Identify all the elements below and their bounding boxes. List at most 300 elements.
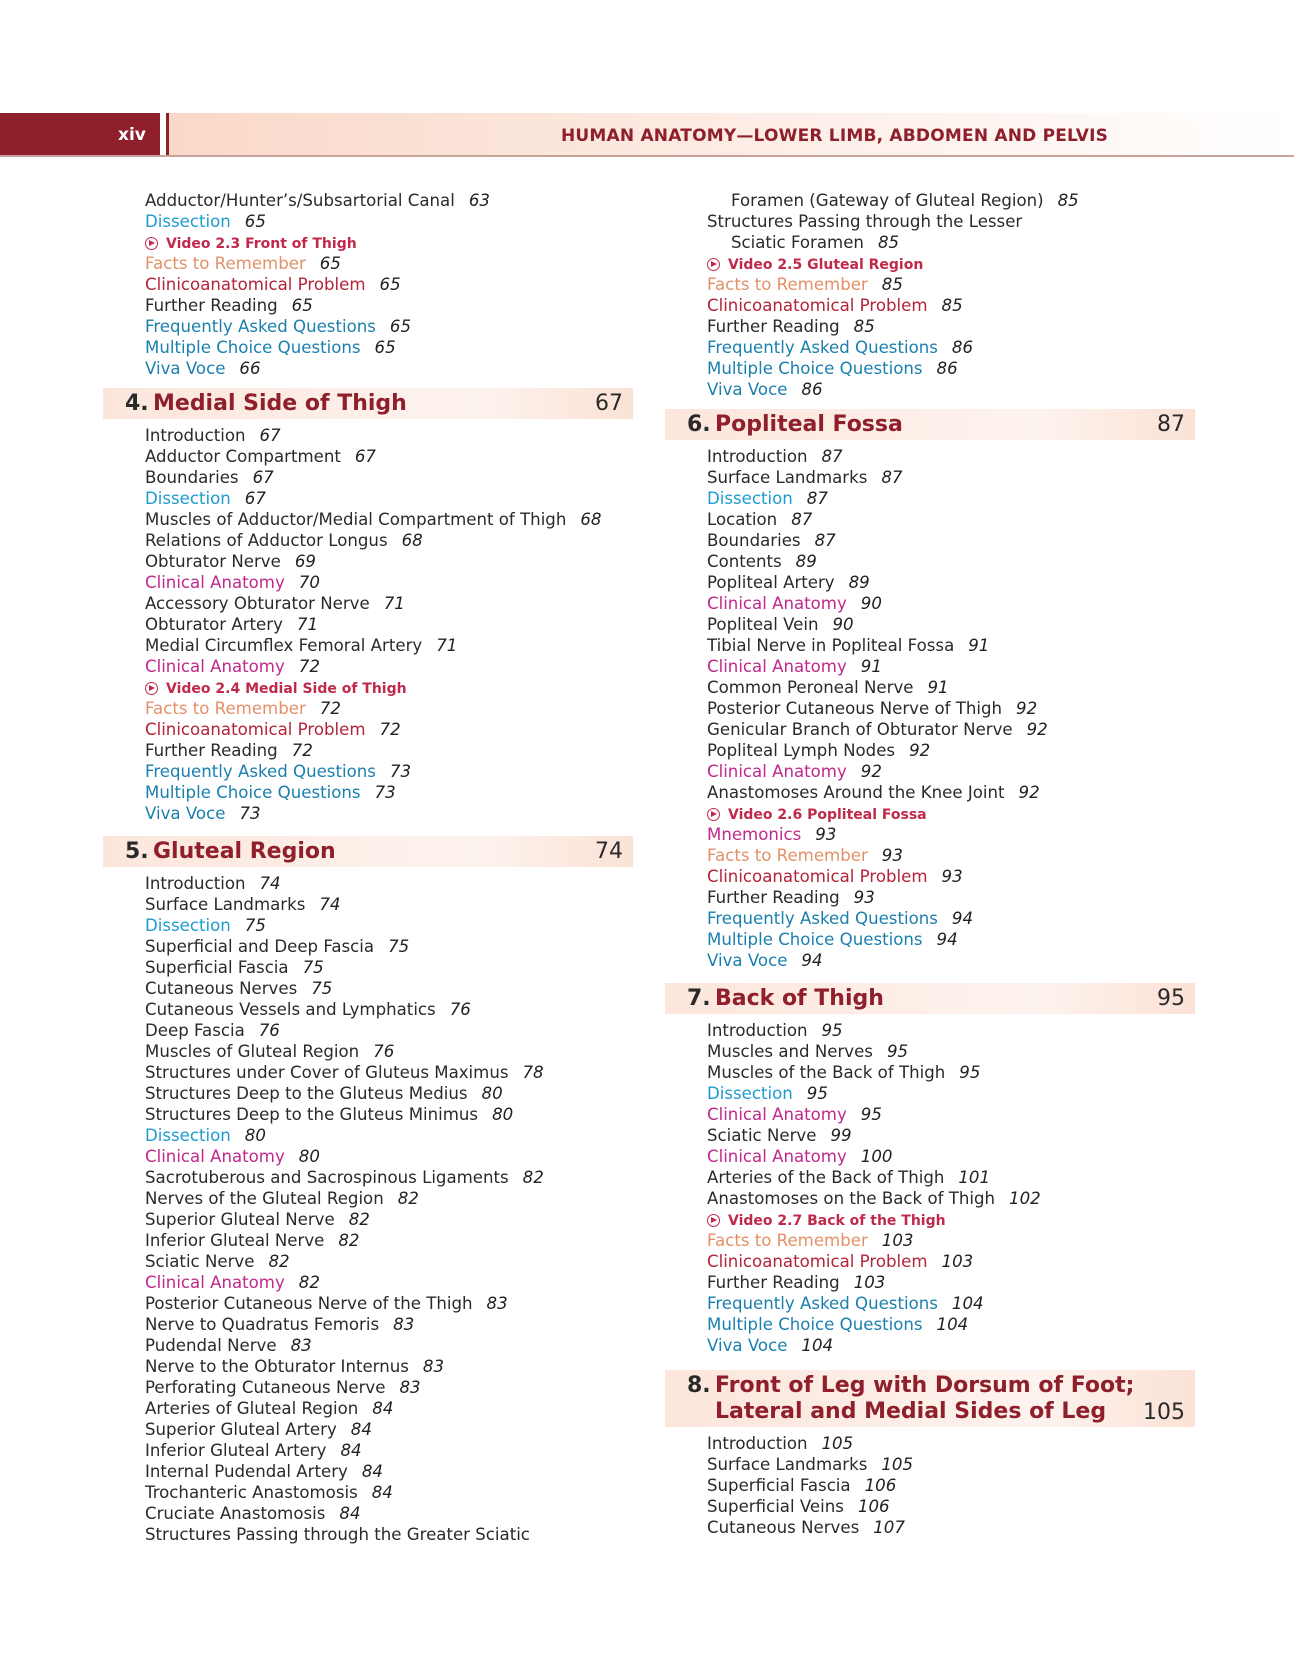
toc-entry[interactable]	[103, 656, 633, 677]
toc-entry[interactable]	[665, 887, 1195, 908]
entry-page: 104	[936, 1315, 969, 1334]
entry-page: 83	[393, 1315, 415, 1334]
page-number: xiv	[118, 125, 146, 145]
entry-title: Dissection	[707, 489, 793, 508]
video-link[interactable]	[665, 803, 1195, 824]
entry-page: 90	[860, 594, 882, 613]
chapter-heading-7[interactable]	[665, 983, 1195, 1014]
toc-entry[interactable]	[665, 1125, 1195, 1146]
toc-entry[interactable]	[103, 803, 633, 824]
toc-entry[interactable]	[665, 1083, 1195, 1104]
entry-title: Anastomoses Around the Knee Joint	[707, 783, 1005, 802]
toc-entry[interactable]	[103, 1251, 633, 1272]
toc-entry[interactable]	[665, 635, 1195, 656]
entry-title: Cutaneous Vessels and Lymphatics	[145, 1000, 436, 1019]
toc-entry[interactable]	[103, 593, 633, 614]
toc-entry[interactable]	[665, 1272, 1195, 1293]
entry-page: 73	[239, 804, 261, 823]
play-circle-icon	[707, 258, 720, 271]
toc-entry[interactable]	[665, 1020, 1195, 1041]
toc-entry[interactable]	[103, 894, 633, 915]
toc-entry[interactable]	[103, 1503, 633, 1524]
toc-entry[interactable]	[665, 782, 1195, 803]
toc-entry[interactable]	[665, 274, 1195, 295]
entry-page: 93	[853, 888, 875, 907]
entry-title: Viva Voce	[145, 359, 226, 378]
toc-entry[interactable]	[665, 1475, 1195, 1496]
video-link[interactable]	[665, 253, 1195, 274]
entry-page: 95	[860, 1105, 882, 1124]
toc-entry[interactable]	[665, 677, 1195, 698]
toc-group-ch8	[665, 1433, 1195, 1538]
toc-entry[interactable]	[103, 1461, 633, 1482]
entry-title: Structures Deep to the Gluteus Medius	[145, 1084, 468, 1103]
toc-entry[interactable]	[103, 1335, 633, 1356]
entry-title: Clinical Anatomy	[145, 1273, 285, 1292]
toc-entry[interactable]	[103, 915, 633, 936]
toc-entry[interactable]	[665, 488, 1195, 509]
entry-title: Further Reading	[145, 741, 278, 760]
entry-page: 63	[468, 191, 490, 210]
toc-entry[interactable]	[665, 1104, 1195, 1125]
toc-entry[interactable]	[665, 1335, 1195, 1356]
entry-page: 83	[290, 1336, 312, 1355]
entry-title: Structures Deep to the Gluteus Minimus	[145, 1105, 479, 1124]
entry-title: Trochanteric Anastomosis	[145, 1483, 358, 1502]
toc-entry[interactable]	[103, 1230, 633, 1251]
entry-title: Boundaries	[145, 468, 239, 487]
toc-entry[interactable]	[665, 656, 1195, 677]
entry-page: 82	[397, 1189, 419, 1208]
entry-title: Superficial Fascia	[145, 958, 289, 977]
chapter-page: 74	[595, 839, 623, 864]
entry-page: 68	[401, 531, 423, 550]
chapter-page: 87	[1157, 412, 1185, 437]
toc-entry[interactable]	[103, 1398, 633, 1419]
entry-title: Clinicoanatomical Problem	[707, 1252, 928, 1271]
entry-title: Video 2.5 Gluteal Region	[728, 257, 924, 273]
entry-page: 65	[319, 254, 341, 273]
chapter-number: 4.	[125, 391, 149, 416]
entry-title: Introduction	[145, 426, 246, 445]
toc-entry[interactable]	[103, 1125, 633, 1146]
toc-entry[interactable]	[103, 1314, 633, 1335]
entry-page: 87	[814, 531, 836, 550]
toc-entry[interactable]	[665, 866, 1195, 887]
entry-page: 67	[252, 468, 274, 487]
toc-entry[interactable]	[665, 950, 1195, 971]
entry-page: 80	[244, 1126, 266, 1145]
entry-title: Clinical Anatomy	[707, 1105, 847, 1124]
toc-entry[interactable]	[665, 337, 1195, 358]
entry-title: Clinical Anatomy	[707, 657, 847, 676]
toc-entry[interactable]	[103, 572, 633, 593]
toc-entry[interactable]	[665, 908, 1195, 929]
toc-entry[interactable]	[665, 1146, 1195, 1167]
toc-entry[interactable]	[103, 635, 633, 656]
entry-title: Accessory Obturator Nerve	[145, 594, 370, 613]
entry-title: Frequently Asked Questions	[145, 317, 376, 336]
entry-page: 73	[374, 783, 396, 802]
entry-title: Introduction	[707, 1434, 808, 1453]
toc-entry[interactable]	[103, 1209, 633, 1230]
toc-entry[interactable]	[103, 1356, 633, 1377]
entry-title: Multiple Choice Questions	[707, 1315, 923, 1334]
toc-entry[interactable]	[665, 698, 1195, 719]
entry-title: Sciatic Nerve	[707, 1126, 817, 1145]
toc-entry[interactable]	[665, 1062, 1195, 1083]
play-circle-icon	[707, 808, 720, 821]
toc-entry[interactable]	[665, 1433, 1195, 1454]
entry-title: Contents	[707, 552, 782, 571]
toc-entry[interactable]	[665, 614, 1195, 635]
toc-entry[interactable]	[103, 190, 633, 211]
toc-entry[interactable]	[103, 698, 633, 719]
entry-page: 84	[372, 1399, 394, 1418]
entry-title: Multiple Choice Questions	[145, 783, 361, 802]
entry-title: Further Reading	[707, 317, 840, 336]
entry-title: Deep Fascia	[145, 1021, 245, 1040]
entry-title: Video 2.4 Medial Side of Thigh	[166, 681, 407, 697]
toc-entry[interactable]	[665, 1454, 1195, 1475]
entry-page: 67	[354, 447, 376, 466]
entry-title: Obturator Nerve	[145, 552, 281, 571]
entry-title: Pudendal Nerve	[145, 1336, 277, 1355]
entry-page: 92	[860, 762, 882, 781]
chapter-title	[715, 1373, 1134, 1425]
toc-entry[interactable]	[103, 509, 633, 530]
entry-page: 86	[951, 338, 974, 357]
entry-title: Internal Pudendal Artery	[145, 1462, 348, 1481]
entry-title: Boundaries	[707, 531, 801, 550]
entry-title: Introduction	[707, 447, 808, 466]
entry-title: Posterior Cutaneous Nerve of the Thigh	[145, 1294, 473, 1313]
entry-title: Nerve to Quadratus Femoris	[145, 1315, 380, 1334]
toc-entry[interactable]	[665, 929, 1195, 950]
entry-title: Facts to Remember	[707, 1231, 868, 1250]
entry-page: 76	[258, 1021, 280, 1040]
toc-entry[interactable]	[665, 740, 1195, 761]
toc-entry[interactable]	[103, 1062, 633, 1083]
chapter-number: 5.	[125, 839, 149, 864]
entry-page: 92	[1026, 720, 1048, 739]
entry-page: 85	[877, 233, 900, 252]
toc-entry[interactable]	[103, 1482, 633, 1503]
toc-entry[interactable]	[665, 824, 1195, 845]
header-band	[169, 113, 1294, 157]
entry-page: 71	[296, 615, 319, 634]
entry-page: 95	[959, 1063, 981, 1082]
video-link[interactable]	[103, 677, 633, 698]
toc-entry[interactable]	[103, 530, 633, 551]
toc-entry[interactable]	[103, 1377, 633, 1398]
chapter-number: 6.	[687, 412, 711, 437]
toc-entry[interactable]	[103, 782, 633, 803]
toc-entry[interactable]	[665, 1230, 1195, 1251]
entry-title: Nerve to the Obturator Internus	[145, 1357, 409, 1376]
toc-entry[interactable]	[665, 1251, 1195, 1272]
toc-entry[interactable]	[103, 761, 633, 782]
toc-entry[interactable]	[103, 1146, 633, 1167]
entry-title: Muscles of Adductor/Medial Compartment of Thigh	[145, 510, 567, 529]
entry-page: 87	[791, 510, 813, 529]
entry-page: 84	[340, 1441, 362, 1460]
toc-group-ch4	[103, 425, 633, 824]
entry-title: Cruciate Anastomosis	[145, 1504, 326, 1523]
entry-title: Structures Passing through the Greater Sciatic	[145, 1525, 530, 1544]
toc-entry[interactable]	[103, 1524, 633, 1545]
entry-page: 106	[864, 1476, 897, 1495]
entry-page: 84	[350, 1420, 372, 1439]
entry-title: Multiple Choice Questions	[707, 930, 923, 949]
chapter-page: 105	[1143, 1400, 1185, 1425]
toc-entry[interactable]	[665, 446, 1195, 467]
toc-entry[interactable]	[103, 978, 633, 999]
toc-entry[interactable]	[665, 530, 1195, 551]
entry-page: 89	[848, 573, 870, 592]
entry-page: 83	[422, 1357, 445, 1376]
entry-page: 72	[379, 720, 401, 739]
toc-entry[interactable]	[103, 1188, 633, 1209]
entry-title: Surface Landmarks	[145, 895, 306, 914]
entry-title: Dissection	[707, 1084, 793, 1103]
toc-right-column	[665, 190, 1195, 1538]
toc-entry[interactable]	[665, 190, 1195, 211]
entry-page: 103	[881, 1231, 914, 1250]
entry-page: 95	[821, 1021, 843, 1040]
toc-entry[interactable]	[103, 873, 633, 894]
entry-page: 84	[339, 1504, 361, 1523]
toc-entry[interactable]	[665, 232, 1195, 253]
entry-title: Facts to Remember	[707, 275, 868, 294]
entry-page: 73	[389, 762, 412, 781]
toc-entry[interactable]	[665, 1188, 1195, 1209]
chapter-page: 95	[1157, 986, 1185, 1011]
toc-entry[interactable]	[103, 253, 633, 274]
entry-page: 68	[580, 510, 602, 529]
entry-title: Tibial Nerve in Popliteal Fossa	[707, 636, 955, 655]
toc-entry[interactable]	[103, 1104, 633, 1125]
entry-title: Clinicoanatomical Problem	[145, 720, 366, 739]
chapter-heading-4[interactable]	[103, 388, 633, 419]
entry-page: 91	[927, 678, 949, 697]
chapter-number: 8.	[687, 1373, 711, 1398]
play-circle-icon	[707, 1214, 720, 1227]
entry-title: Arteries of Gluteal Region	[145, 1399, 359, 1418]
entry-page: 94	[801, 951, 823, 970]
chapter-heading-6[interactable]	[665, 409, 1195, 440]
entry-title: Clinical Anatomy	[145, 1147, 285, 1166]
toc-entry[interactable]	[103, 1041, 633, 1062]
entry-title: Clinicoanatomical Problem	[707, 296, 928, 315]
entry-title: Dissection	[145, 916, 231, 935]
toc-entry[interactable]	[665, 316, 1195, 337]
entry-page: 76	[373, 1042, 395, 1061]
toc-entry[interactable]	[103, 316, 633, 337]
entry-page: 82	[522, 1168, 544, 1187]
entry-title: Frequently Asked Questions	[707, 1294, 938, 1313]
toc-entry[interactable]	[103, 1419, 633, 1440]
chapter-number: 7.	[687, 986, 711, 1011]
entry-page: 66	[239, 359, 261, 378]
entry-page: 105	[821, 1434, 854, 1453]
entry-page: 87	[806, 489, 828, 508]
toc-entry[interactable]	[103, 274, 633, 295]
toc-entry[interactable]	[665, 572, 1195, 593]
entry-title: Introduction	[145, 874, 246, 893]
entry-title: Sciatic Nerve	[145, 1252, 255, 1271]
toc-entry[interactable]	[665, 845, 1195, 866]
entry-title: Clinical Anatomy	[707, 762, 847, 781]
entry-page: 75	[302, 958, 324, 977]
page-number-box	[0, 113, 160, 157]
toc-entry[interactable]	[665, 551, 1195, 572]
entry-title: Introduction	[707, 1021, 808, 1040]
entry-title: Popliteal Artery	[707, 573, 835, 592]
toc-entry[interactable]	[665, 211, 1195, 232]
toc-entry[interactable]	[103, 719, 633, 740]
entry-page: 90	[832, 615, 854, 634]
entry-page: 76	[449, 1000, 471, 1019]
toc-entry[interactable]	[103, 999, 633, 1020]
toc-entry[interactable]	[103, 614, 633, 635]
entry-page: 101	[958, 1168, 991, 1187]
toc-entry[interactable]	[103, 1293, 633, 1314]
entry-page: 91	[968, 636, 990, 655]
entry-title: Dissection	[145, 1126, 231, 1145]
entry-page: 72	[298, 657, 320, 676]
toc-entry[interactable]	[103, 936, 633, 957]
entry-title: Muscles of Gluteal Region	[145, 1042, 360, 1061]
toc-entry[interactable]	[103, 446, 633, 467]
entry-page: 67	[259, 426, 281, 445]
entry-title: Cutaneous Nerves	[707, 1518, 860, 1537]
toc-entry[interactable]	[103, 211, 633, 232]
chapter-heading-5[interactable]	[103, 836, 633, 867]
entry-title: Structures Passing through the Lesser	[707, 212, 1023, 231]
entry-title: Obturator Artery	[145, 615, 283, 634]
entry-title: Adductor/Hunter’s/Subsartorial Canal	[145, 191, 455, 210]
entry-title: Clinical Anatomy	[145, 657, 285, 676]
toc-entry[interactable]	[103, 957, 633, 978]
toc-entry[interactable]	[665, 1293, 1195, 1314]
entry-title: Facts to Remember	[145, 254, 306, 273]
toc-entry[interactable]	[103, 1083, 633, 1104]
book-title: HUMAN ANATOMY—LOWER LIMB, ABDOMEN AND PELVIS	[561, 126, 1109, 146]
entry-title: Surface Landmarks	[707, 1455, 868, 1474]
entry-page: 83	[486, 1294, 508, 1313]
entry-page: 75	[388, 937, 410, 956]
entry-title: Clinical Anatomy	[145, 573, 285, 592]
entry-title: Clinicoanatomical Problem	[707, 867, 928, 886]
video-link[interactable]	[103, 232, 633, 253]
play-circle-icon	[145, 682, 158, 695]
entry-title: Perforating Cutaneous Nerve	[145, 1378, 386, 1397]
entry-page: 65	[379, 275, 401, 294]
entry-page: 102	[1009, 1189, 1041, 1208]
toc-entry[interactable]	[103, 1272, 633, 1293]
toc-entry[interactable]	[665, 1167, 1195, 1188]
toc-entry[interactable]	[665, 719, 1195, 740]
entry-page: 91	[860, 657, 882, 676]
toc-entry[interactable]	[103, 467, 633, 488]
toc-entry[interactable]	[665, 1041, 1195, 1062]
entry-title: Superficial Fascia	[707, 1476, 851, 1495]
toc-entry[interactable]	[103, 1020, 633, 1041]
toc-entry[interactable]	[103, 1167, 633, 1188]
entry-title: Facts to Remember	[707, 846, 868, 865]
entry-page: 100	[860, 1147, 893, 1166]
toc-entry[interactable]	[103, 740, 633, 761]
entry-title: Further Reading	[707, 1273, 840, 1292]
entry-page: 92	[909, 741, 931, 760]
entry-page: 87	[881, 468, 903, 487]
entry-title: Multiple Choice Questions	[707, 359, 923, 378]
entry-page: 95	[806, 1084, 828, 1103]
entry-title: Cutaneous Nerves	[145, 979, 298, 998]
entry-title: Superficial Veins	[707, 1497, 844, 1516]
entry-page: 95	[886, 1042, 909, 1061]
toc-entry[interactable]	[665, 358, 1195, 379]
entry-title: Clinical Anatomy	[707, 1147, 847, 1166]
header-underline	[0, 155, 1294, 157]
entry-title: Dissection	[145, 489, 231, 508]
entry-title: Clinicoanatomical Problem	[145, 275, 366, 294]
toc-entry[interactable]	[665, 509, 1195, 530]
toc-entry[interactable]	[665, 1314, 1195, 1335]
toc-entry[interactable]	[665, 467, 1195, 488]
toc-entry[interactable]	[665, 295, 1195, 316]
entry-page: 80	[298, 1147, 320, 1166]
toc-entry[interactable]	[103, 295, 633, 316]
toc-entry[interactable]	[665, 593, 1195, 614]
toc-entry[interactable]	[103, 1440, 633, 1461]
toc-entry[interactable]	[665, 1496, 1195, 1517]
entry-title: Muscles of the Back of Thigh	[707, 1063, 946, 1082]
entry-page: 78	[522, 1063, 544, 1082]
toc-group-right-pre	[665, 190, 1195, 400]
entry-page: 94	[951, 909, 974, 928]
toc-entry[interactable]	[665, 379, 1195, 400]
entry-page: 65	[374, 338, 396, 357]
entry-page: 82	[268, 1252, 290, 1271]
entry-page: 85	[1057, 191, 1079, 210]
entry-page: 86	[936, 359, 958, 378]
toc-entry[interactable]	[665, 1517, 1195, 1538]
toc-entry[interactable]	[103, 337, 633, 358]
toc-group-left-pre	[103, 190, 633, 379]
toc-entry[interactable]	[103, 358, 633, 379]
chapter-heading-8[interactable]	[665, 1370, 1195, 1427]
entry-page: 67	[244, 489, 266, 508]
entry-page: 75	[311, 979, 333, 998]
entry-title: Foramen (Gateway of Gluteal Region)	[731, 191, 1044, 210]
video-link[interactable]	[665, 1209, 1195, 1230]
toc-entry[interactable]	[103, 551, 633, 572]
chapter-title: Back of Thigh	[715, 986, 884, 1011]
toc-entry[interactable]	[103, 425, 633, 446]
entry-title: Superior Gluteal Nerve	[145, 1210, 335, 1229]
entry-page: 82	[348, 1210, 370, 1229]
toc-entry[interactable]	[665, 761, 1195, 782]
entry-page: 85	[941, 296, 963, 315]
entry-page: 93	[941, 867, 963, 886]
entry-page: 71	[383, 594, 405, 613]
toc-entry[interactable]	[103, 488, 633, 509]
toc-group-ch5	[103, 873, 633, 1545]
entry-page: 93	[881, 846, 903, 865]
entry-title: Further Reading	[145, 296, 278, 315]
